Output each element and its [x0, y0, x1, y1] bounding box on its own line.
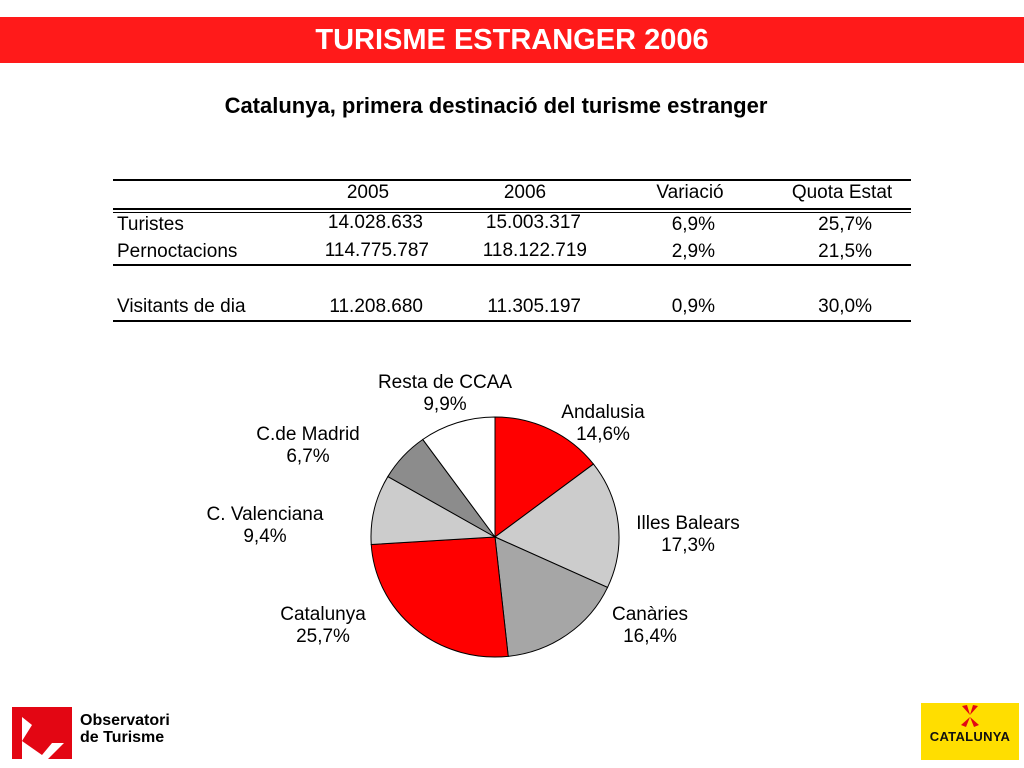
pie-label-value: 17,3% — [661, 535, 715, 556]
column-header: Variació — [656, 182, 724, 203]
logo-star-arm — [970, 705, 978, 715]
pie-label-value: 9,4% — [243, 526, 287, 547]
table-cell: 114.775.787 — [324, 240, 429, 261]
catalunya-logo-icon — [921, 703, 1019, 729]
pie-label-resta — [360, 372, 530, 416]
table-cell: 0,9% — [671, 296, 715, 317]
table-cell: 11.305.197 — [487, 296, 581, 317]
page-title: TURISME ESTRANGER 2006 — [315, 24, 709, 56]
pie-label-name: Catalunya — [280, 604, 366, 625]
column-header: 2006 — [503, 182, 547, 203]
pie-label-value: 16,4% — [623, 626, 677, 647]
pie-label-catalunya — [268, 604, 378, 648]
table-cell: 30,0% — [818, 296, 872, 317]
logo-star-arm — [962, 705, 970, 715]
pie-label-name: C. Valenciana — [206, 504, 324, 525]
pie-label-name: C.de Madrid — [256, 424, 360, 445]
table-cell: 118.122.719 — [482, 240, 587, 261]
table-cell: 21,5% — [818, 241, 872, 262]
pie-label-value: 9,9% — [423, 394, 467, 415]
pie-label-name: Canàries — [611, 604, 689, 625]
logo-line-2: de Turisme — [80, 729, 165, 746]
pie-label-andalusia — [548, 402, 658, 446]
subtitle: Catalunya, primera destinació del turisme estranger — [224, 93, 768, 118]
pie-label-canaries — [600, 604, 700, 648]
table-cell: 2,9% — [671, 241, 715, 262]
pie-label-name: Illes Balears — [636, 513, 740, 534]
logo-star-arm — [961, 717, 970, 727]
pie-label-valenciana — [190, 504, 340, 548]
row-label: Visitants de dia — [117, 296, 246, 317]
pie-label-balears — [623, 513, 753, 557]
pie-label-value: 14,6% — [576, 424, 630, 445]
pie-label-name: Resta de CCAA — [377, 372, 513, 393]
column-header: 2005 — [346, 182, 390, 203]
column-header: Quota Estat — [791, 182, 893, 203]
pie-slice-catalunya — [371, 537, 508, 657]
logo-line-1: Observatori — [80, 712, 170, 729]
catalunya-logo — [921, 703, 1019, 760]
logo-star-arm — [970, 717, 979, 727]
logo-mark — [12, 707, 72, 759]
pie-label-value: 6,7% — [286, 446, 330, 467]
pie-label-madrid — [243, 424, 373, 468]
pie-label-value: 25,7% — [296, 626, 350, 647]
table-cell: 25,7% — [818, 214, 872, 235]
pie-label-name: Andalusia — [561, 402, 645, 423]
table-cell: 6,9% — [671, 214, 715, 235]
row-label: Turistes — [117, 214, 184, 235]
table-cell: 14.028.633 — [327, 212, 423, 233]
row-label: Pernoctacions — [117, 241, 238, 262]
catalunya-logo-text: CATALUNYA — [929, 729, 1011, 744]
table-cell: 15.003.317 — [485, 212, 581, 233]
table-cell: 11.208.680 — [329, 296, 423, 317]
observatori-logo-text — [80, 712, 170, 746]
